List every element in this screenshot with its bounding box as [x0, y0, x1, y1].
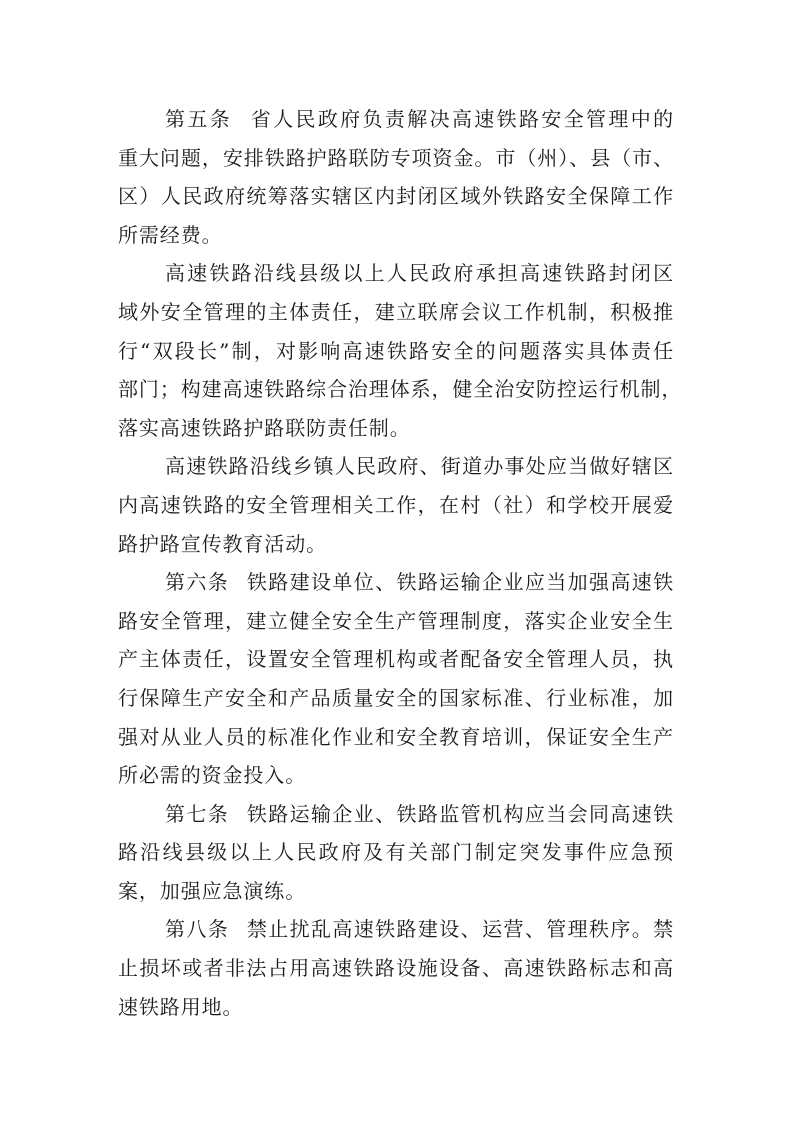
- text-line: 案，加强应急演练。: [118, 878, 307, 903]
- text-line: 重大问题，安排铁路护路联防专项资金。市（州）、县（市、: [118, 145, 674, 170]
- text-line: 第七条 铁路运输企业、铁路监管机构应当会同高速铁: [165, 801, 675, 826]
- text-line: 行“双段长”制，对影响高速铁路安全的问题落实具体责任: [118, 338, 674, 363]
- text-line: 第六条 铁路建设单位、铁路运输企业应当加强高速铁: [165, 570, 675, 595]
- article-6-paragraph: [118, 563, 674, 795]
- article-label: 第五条: [165, 107, 233, 131]
- text-line: 所必需的资金投入。: [118, 763, 307, 788]
- text-line: 落实高速铁路护路联防责任制。: [118, 415, 411, 440]
- article-5-paragraph-3: [118, 447, 674, 563]
- text-line: 第八条 禁止扰乱高速铁路建设、运营、管理秩序。禁: [165, 917, 675, 942]
- text-line: 区）人民政府统筹落实辖区内封闭区域外铁路安全保障工作: [118, 184, 674, 209]
- text-line: 速铁路用地。: [118, 994, 244, 1019]
- text-line: 强对从业人员的标准化作业和安全教育培训，保证安全生产: [118, 724, 674, 749]
- article-5-paragraph-2: [118, 254, 683, 447]
- text-line: 路护路宣传教育活动。: [118, 531, 327, 556]
- text-line: 部门；构建高速铁路综合治理体系，健全治安防控运行机制，: [118, 377, 683, 402]
- text-line: 路安全管理，建立健全安全生产管理制度，落实企业安全生: [118, 608, 674, 633]
- text-line: 内高速铁路的安全管理相关工作，在村（社）和学校开展爱: [118, 492, 674, 517]
- text-line: 所需经费。: [118, 222, 223, 247]
- text-line: 产主体责任，设置安全管理机构或者配备安全管理人员，执: [118, 647, 674, 672]
- article-label: 第八条: [165, 917, 230, 942]
- article-label: 第七条: [165, 801, 230, 826]
- text-line: 路沿线县级以上人民政府及有关部门制定突发事件应急预: [118, 840, 674, 865]
- article-8-paragraph: [118, 910, 674, 1026]
- text-line: 域外安全管理的主体责任，建立联席会议工作机制，积极推: [118, 299, 674, 324]
- article-7-paragraph: [118, 795, 674, 911]
- text-line: 第五条 省人民政府负责解决高速铁路安全管理中的: [165, 107, 674, 131]
- text-line: 止损坏或者非法占用高速铁路设施设备、高速铁路标志和高: [118, 956, 674, 981]
- article-5-paragraph: [118, 100, 674, 254]
- text-line: 高速铁路沿线县级以上人民政府承担高速铁路封闭区: [165, 261, 674, 286]
- text-line: 行保障生产安全和产品质量安全的国家标准、行业标准，加: [118, 685, 674, 710]
- text-line: 高速铁路沿线乡镇人民政府、街道办事处应当做好辖区: [165, 454, 674, 479]
- article-label: 第六条: [165, 570, 230, 595]
- document-body: [118, 100, 683, 1026]
